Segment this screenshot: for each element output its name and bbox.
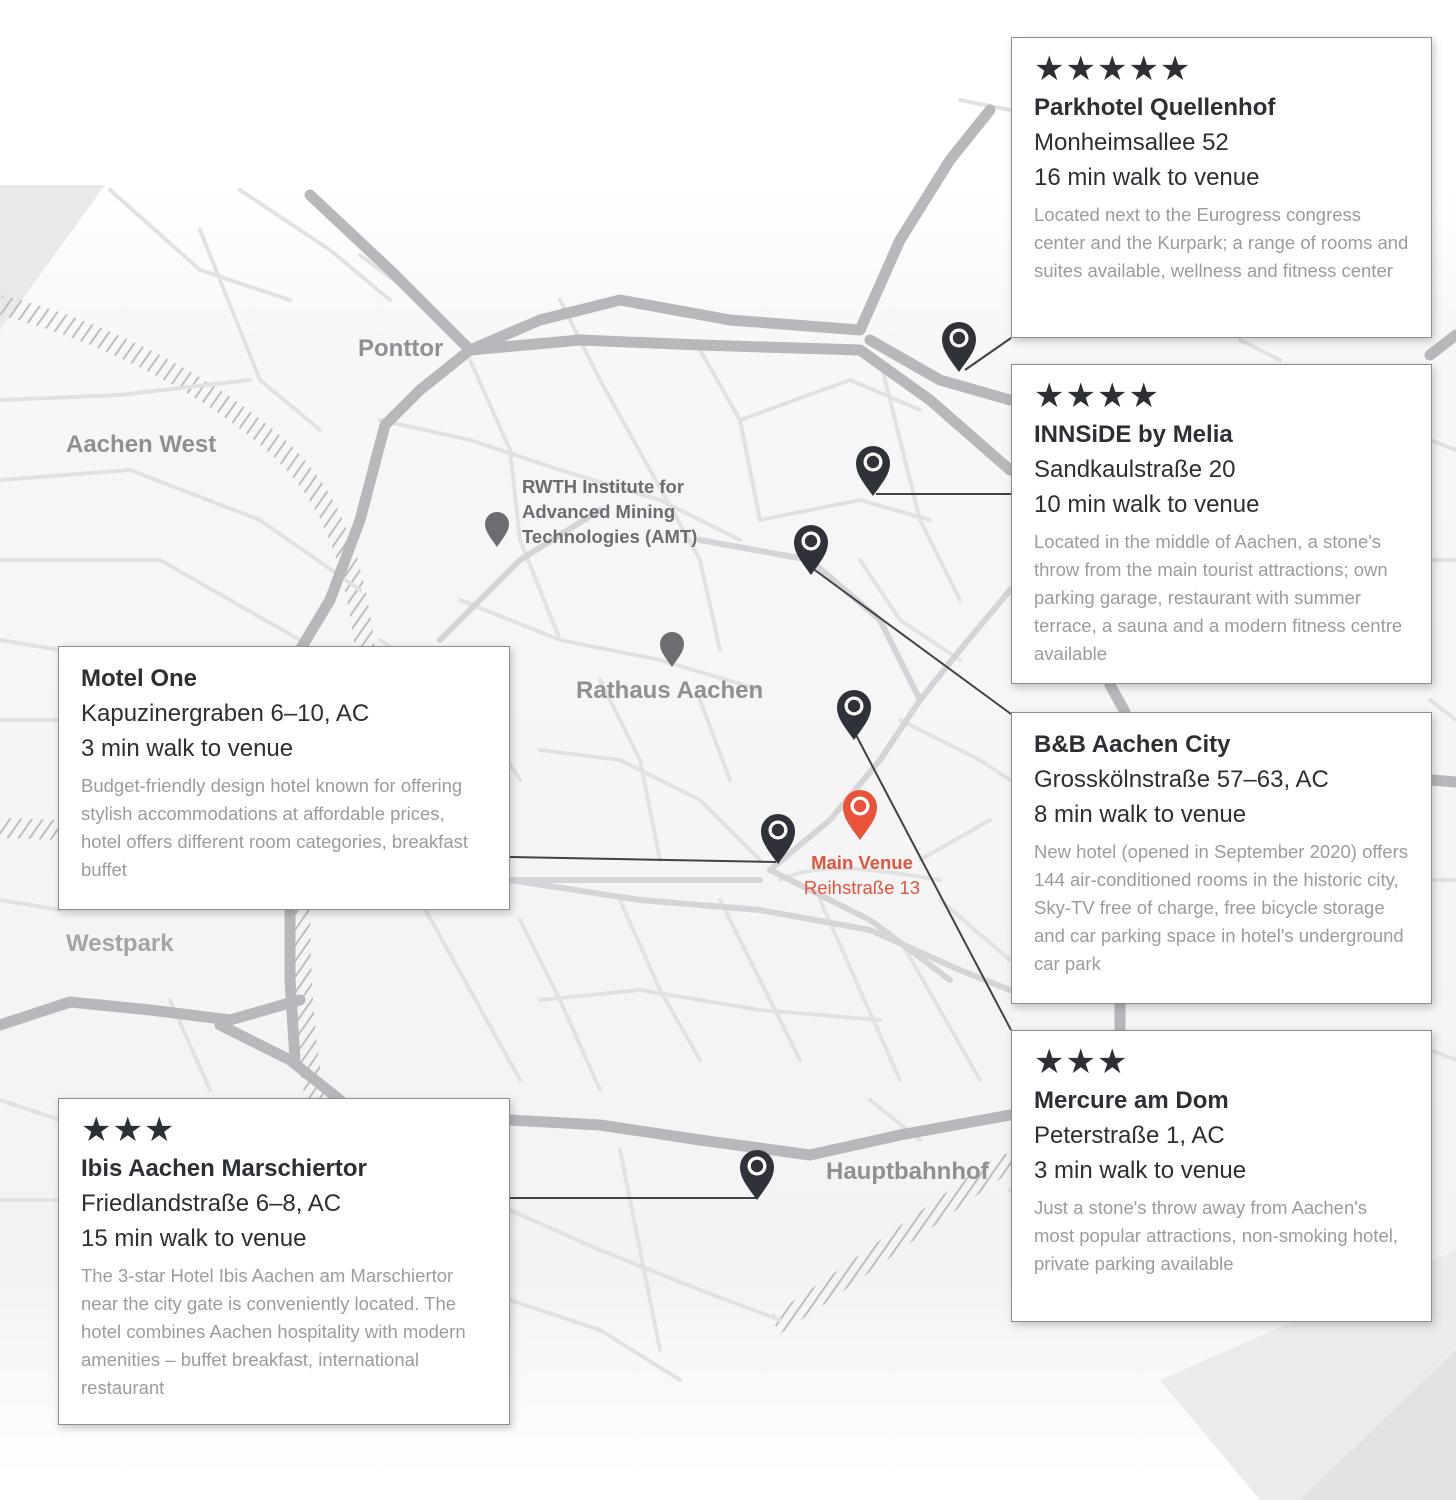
- walk-time: 8 min walk to venue: [1034, 801, 1247, 828]
- hotel-name: Parkhotel Quellenhof: [1034, 94, 1276, 121]
- hotel-name: INNSiDE by Melia: [1034, 421, 1233, 448]
- hotel-description: Just a stone's throw away from Aachen's most popular attractions, non-smoking hotel, private parking available: [1034, 1197, 1399, 1274]
- walk-time: 3 min walk to venue: [81, 735, 294, 762]
- hotel-card-ibis[interactable]: [58, 1098, 510, 1425]
- venue-title: Main Venue: [811, 852, 913, 873]
- star-rating: ★★★: [1034, 1043, 1129, 1081]
- hotel-name: Mercure am Dom: [1034, 1087, 1229, 1114]
- amt-label-line-3: Technologies (AMT): [522, 526, 698, 547]
- amt-label-line-2: Advanced Mining: [522, 501, 676, 522]
- hotel-address: Monheimsallee 52: [1034, 129, 1229, 156]
- district-label-westpark: Westpark: [66, 930, 174, 957]
- star-rating: ★★★: [81, 1111, 176, 1149]
- hotel-address: Friedlandstraße 6–8, AC: [81, 1190, 342, 1217]
- poi-label-amt: [522, 474, 697, 549]
- venue-label: [796, 850, 928, 900]
- hotel-description: Located in the middle of Aachen, a stone's throw from the main tourist attractions; own parking garage, restaurant with summer terrace, a sauna and a modern fitness centre available: [1034, 531, 1403, 664]
- hotel-address: Grosskölnstraße 57–63, AC: [1034, 766, 1329, 793]
- star-rating: ★★★★★: [1034, 50, 1192, 88]
- hotel-address: Peterstraße 1, AC: [1034, 1122, 1225, 1149]
- hotel-card-motelone[interactable]: [58, 646, 510, 910]
- hotel-card-parkhotel[interactable]: [1011, 37, 1432, 338]
- hotel-name: B&B Aachen City: [1034, 731, 1231, 758]
- walk-time: 3 min walk to venue: [1034, 1157, 1247, 1184]
- district-label-aachen-west: Aachen West: [66, 431, 217, 458]
- hotel-card-mercure[interactable]: [1011, 1030, 1432, 1322]
- hotel-address: Sandkaulstraße 20: [1034, 456, 1236, 483]
- hotel-description: New hotel (opened in September 2020) offers 144 air-conditioned rooms in the historic city, Sky-TV free of charge, free bicycle storage and car parking space in hotel's underground car park: [1034, 841, 1409, 974]
- walk-time: 10 min walk to venue: [1034, 491, 1260, 518]
- walk-time: 16 min walk to venue: [1034, 164, 1260, 191]
- venue-address: Reihstraße 13: [803, 877, 921, 898]
- hotel-name: Motel One: [81, 665, 198, 692]
- hotel-card-innside[interactable]: [1011, 364, 1432, 684]
- district-label-hauptbahnhof: Hauptbahnhof: [826, 1158, 989, 1185]
- district-label-rathaus: Rathaus Aachen: [576, 677, 764, 704]
- hotel-name: Ibis Aachen Marschiertor: [81, 1155, 367, 1182]
- hotel-card-bb[interactable]: [1011, 712, 1432, 1004]
- walk-time: 15 min walk to venue: [81, 1225, 307, 1252]
- hotel-description: Budget-friendly design hotel known for offering stylish accommodations at affordable prices, hotel offers different room categories, breakfast buffet: [81, 775, 469, 880]
- district-label-ponttor: Ponttor: [358, 335, 444, 362]
- hotel-address: Kapuzinergraben 6–10, AC: [81, 700, 370, 727]
- hotel-description: Located next to the Eurogress congress center and the Kurpark; a range of rooms and suites available, wellness and fitness center: [1034, 204, 1409, 281]
- star-rating: ★★★★: [1034, 377, 1160, 415]
- amt-label-line-1: RWTH Institute for: [522, 476, 685, 497]
- hotel-description: The 3-star Hotel Ibis Aachen am Marschiertor near the city gate is conveniently located. The hotel combines Aachen hospitality with modern amenities – buffet breakfast, international restaurant: [81, 1265, 466, 1398]
